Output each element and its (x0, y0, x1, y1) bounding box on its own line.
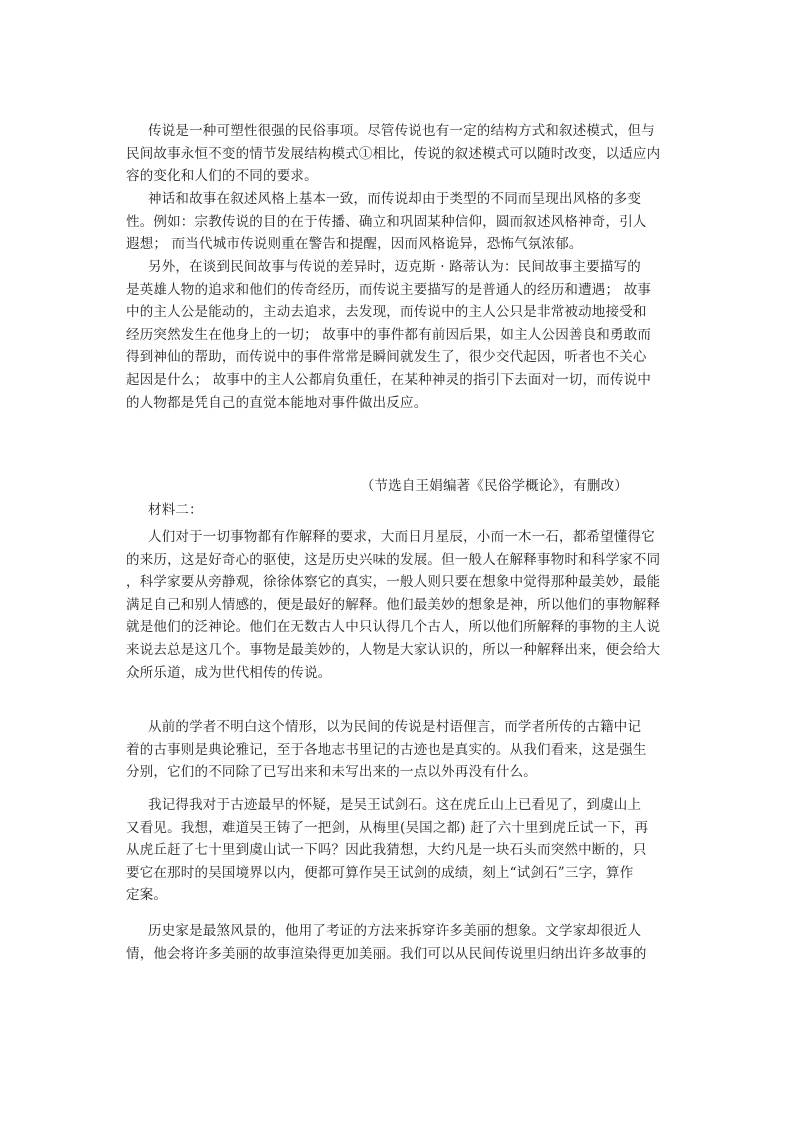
text-line: 我记得我对于古迹最早的怀疑，是吴王试剑石。这在虎丘山上已看见了，到虞山上 (148, 797, 642, 813)
text-line: 得到神仙的帮助，而传说中的事件常常是瞬间就发生了，很少交代起因，听者也不关心 (126, 349, 647, 366)
text-line: 定案。 (126, 887, 168, 904)
material-two-label: 材料二： (148, 502, 203, 518)
text-line: 分别，它们的不同除了已写出来和未写出来的一点以外再没有什么。 (126, 764, 537, 781)
text-line: 另外，在谈到民间故事与传说的差异时，迈克斯 · 路蒂认为：民间故事主要描写的 (148, 259, 641, 275)
text-line: 又看见。我想，难道吴王铸了一把剑，从梅里(吴国之都) 赶了六十里到虎丘试一下，再 (126, 819, 649, 836)
text-line: 的来历，这是好奇心的驱使，这是历史兴味的发展。但一般人在解释事物时和科学家不同 (126, 551, 661, 568)
text-line: 众所乐道，成为世代相传的传说。 (126, 664, 332, 681)
text-line: 着的古事则是典论雅记，至于各地志书里记的古迹也是真实的。从我们看来，这是强生 (126, 741, 647, 758)
text-line: 经历突然发生在他身上的一切； 故事中的事件都有前因后果，如主人公因善良和勇敢而 (126, 326, 652, 343)
text-line: 满足自己和别人情感的，便是最好的解释。他们最美妙的想象是神，所以他们的事物解释 (126, 596, 661, 613)
text-line: 从虎丘赶了七十里到虞山试一下吗？因此我猜想，大约凡是一块石头而突然中断的，只 (126, 842, 647, 859)
text-line: 是英雄人物的追求和他们的传奇经历，而传说主要描写的是普通人的经历和遭遇； 故事 (126, 281, 652, 298)
paragraph-legend-plasticity (126, 120, 661, 188)
text-line: 的人物都是凭自己的直觉本能地对事件做出反应。 (126, 394, 428, 411)
text-line: 历史家是最煞风景的，他用了考证的方法来拆穿许多美丽的想象。文学家却很近人 (148, 923, 642, 939)
text-line: 容的变化和人们的不同的要求。 (126, 168, 318, 185)
text-line: 民间故事永恒不变的情节发展结构模式①相比，传说的叙述模式可以随时改变，以适应内 (126, 145, 661, 162)
paragraph-narrative-style (126, 188, 647, 256)
text-line: 传说是一种可塑性很强的民俗事项。尽管传说也有一定的结构方式和叙述模式，但与 (148, 123, 655, 139)
text-line: 神话和故事在叙述风格上基本一致，而传说却由于类型的不同而呈现出风格的多变 (148, 191, 642, 207)
text-line: 性。例如：宗教传说的目的在于传播、确立和巩固某种信仰，圆而叙述风格神奇，引人 (126, 213, 647, 230)
text-line: 来说去总是这几个。事物是最美妙的，人物是大家认识的，所以一种解释出来，便会给大 (126, 641, 661, 658)
paragraph-historian-writer (126, 920, 647, 965)
text-line: 情，他会将许多美丽的故事渲染得更加美丽。我们可以从民间传说里归纳出许多故事的 (126, 945, 647, 962)
paragraph-explanation-desire (126, 526, 661, 684)
text-line: 起因是什么； 故事中的主人公都肩负重任，在某种神灵的指引下去面对一切，而传说中 (126, 371, 652, 388)
text-line: 从前的学者不明白这个情形，以为民间的传说是村语俚言，而学者所传的古籍中记 (148, 719, 642, 735)
text-line: ，科学家要从旁静观，徐徐体察它的真实，一般人则只要在想象中觉得那种最美妙，最能 (126, 574, 661, 591)
text-line: 遐想； 而当代城市传说则重在警告和提醒，因而风格诡异，恐怖气氛浓郁。 (126, 236, 583, 253)
text-line: 人们对于一切事物都有作解释的要求，大而日月星辰，小而一木一石，都希望懂得它 (148, 529, 655, 545)
text-line: 就是他们的泛神论。他们在无数古人中只认得几个古人，所以他们所解释的事物的主人说 (126, 619, 661, 636)
paragraph-luthi-comparison (126, 256, 652, 414)
paragraph-sword-stone (126, 794, 649, 907)
paragraph-scholars (126, 716, 647, 784)
text-line: 中的主人公是能动的，主动去追求，去发现，而传说中的主人公只是非常被动地接受和 (126, 304, 647, 321)
text-line: 要它在那时的吴国境界以内，便都可算作吴王试剑的成绩，刻上“试剑石”三字，算作 (126, 864, 634, 881)
source-citation: （节选自王娟编著《民俗学概论》，有删改） (360, 478, 628, 494)
